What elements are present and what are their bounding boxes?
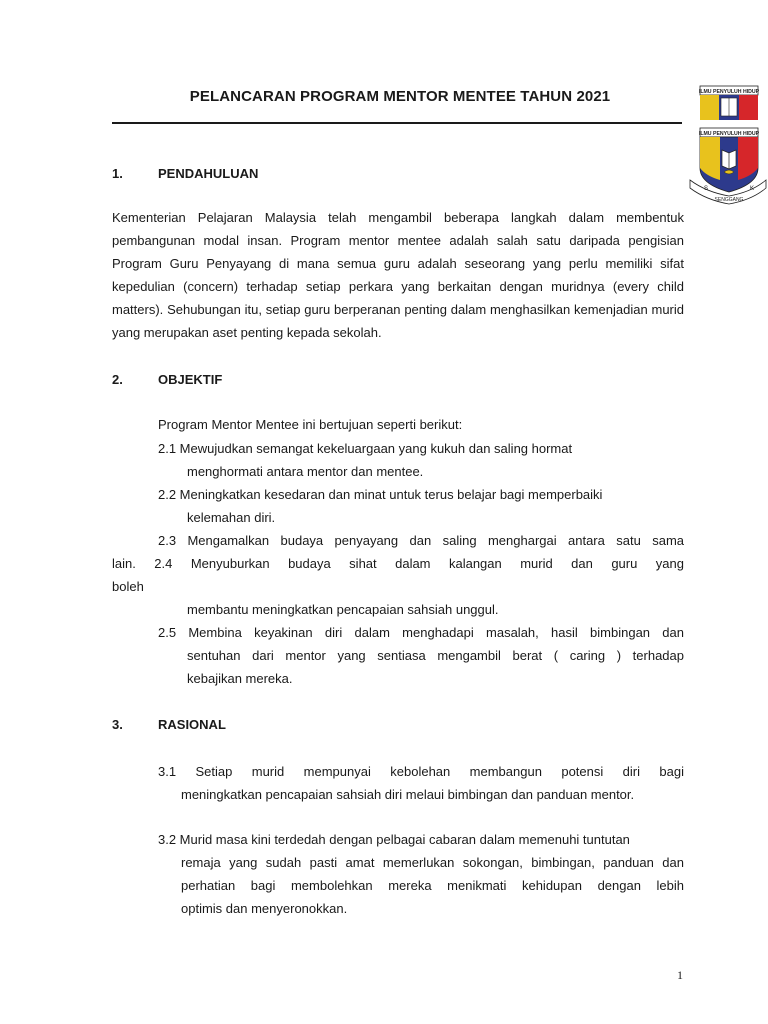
objective-item-2-1: 2.1 Mewujudkan semangat kekeluargaan yang kukuh dan saling hormat bbox=[158, 441, 573, 456]
rasional-item-3-2-line3: perhatian bagi membolehkan mereka menikmati kehidupan dengan lebih bbox=[181, 878, 684, 893]
crest-motto: ILMU PENYULUH HIDUP bbox=[698, 131, 760, 137]
page-number: 1 bbox=[677, 968, 683, 982]
section-title: OBJEKTIF bbox=[158, 372, 223, 387]
objective-item-2-3 bbox=[158, 529, 684, 552]
crest-letter-left: S bbox=[703, 186, 709, 192]
rasional-item-3-2-cont2 bbox=[181, 874, 684, 897]
objective-item-2-5-line1: 2.5 Membina keyakinan diri dalam menghadapi masalah, hasil bimbingan dan bbox=[158, 625, 684, 640]
rasional-item-3-2: 3.2 Murid masa kini terdedah dengan pelbagai cabaran dalam memenuhi tuntutan bbox=[158, 832, 630, 847]
rasional-item-3-2-line4: optimis dan menyeronokkan. bbox=[181, 901, 348, 916]
section-number: 2. bbox=[112, 372, 123, 387]
objective-item-2-3-line2: lain. 2.4 Menyuburkan budaya sihat dalam kalangan murid dan guru yang bbox=[112, 556, 684, 571]
crest-motto-top: ILMU PENYULUH HIDUP bbox=[698, 89, 760, 95]
crest-letter-right: K bbox=[749, 186, 755, 192]
objective-item-2-5-line2: sentuhan dari mentor yang sentiasa mengambil berat ( caring ) terhadap bbox=[187, 648, 684, 663]
crest-place-name: SENGGANG bbox=[714, 197, 744, 203]
section-heading-rasional bbox=[112, 717, 226, 732]
document-title: PELANCARAN PROGRAM MENTOR MENTEE TAHUN 2021 bbox=[189, 88, 611, 105]
objective-item-2-4-word: boleh bbox=[112, 579, 144, 594]
objective-item-2-5-cont bbox=[187, 644, 684, 667]
school-crest-logo bbox=[686, 80, 768, 206]
rasional-item-3-2-line2: remaja yang sudah pasti amat memerlukan sokongan, bimbingan, panduan dan bbox=[181, 855, 684, 870]
objective-item-2-1-cont: menghormati antara mentor dan mentee. bbox=[187, 464, 424, 479]
rasional-item-3-1-cont: meningkatkan pencapaian sahsiah diri melaui bimbingan dan panduan mentor. bbox=[181, 787, 635, 802]
title-divider bbox=[112, 122, 682, 124]
objective-item-2-4-cont: membantu meningkatkan pencapaian sahsiah unggul. bbox=[187, 602, 499, 617]
section-number: 3. bbox=[112, 717, 123, 732]
objektif-intro: Program Mentor Mentee ini bertujuan seperti berikut: bbox=[158, 417, 463, 432]
objective-item-2-5-line3: kebajikan mereka. bbox=[187, 671, 293, 686]
rasional-item-3-2-cont bbox=[181, 851, 684, 874]
section-number: 1. bbox=[112, 166, 123, 181]
objective-item-2-2-cont: kelemahan diri. bbox=[187, 510, 276, 525]
objective-item-2-2: 2.2 Meningkatkan kesedaran dan minat untuk terus belajar bagi memperbaiki bbox=[158, 487, 603, 502]
rasional-item-3-1 bbox=[158, 760, 684, 783]
section-heading-objektif bbox=[112, 372, 222, 387]
section-title: PENDAHULUAN bbox=[158, 166, 259, 181]
objective-item-2-3-line1: 2.3 Mengamalkan budaya penyayang dan saling menghargai antara satu sama bbox=[158, 533, 684, 548]
rasional-item-3-1-line1: 3.1 Setiap murid mempunyai kebolehan membangun potensi diri bagi bbox=[158, 764, 684, 779]
section-heading-pendahuluan bbox=[112, 166, 258, 181]
objective-item-2-4 bbox=[112, 552, 684, 575]
section-paragraph-pendahuluan: Kementerian Pelajaran Malaysia telah mengambil beberapa langkah dalam membentuk pembangunan modal insan. Program mentor mentee adalah salah satu daripada pengisian Program Guru Penyayang di mana semua guru adalah seseorang yang perlu memiliki sifat kepedulian (concern) terhadap setiap perkara yang berkaitan dengan muridnya (every child matters). Sehubungan itu, setiap guru berperanan penting dalam menghasilkan kemenjadian murid yang merupakan aset penting kepada sekolah. bbox=[112, 210, 684, 340]
section-title: RASIONAL bbox=[158, 717, 226, 732]
objective-item-2-5 bbox=[158, 621, 684, 644]
